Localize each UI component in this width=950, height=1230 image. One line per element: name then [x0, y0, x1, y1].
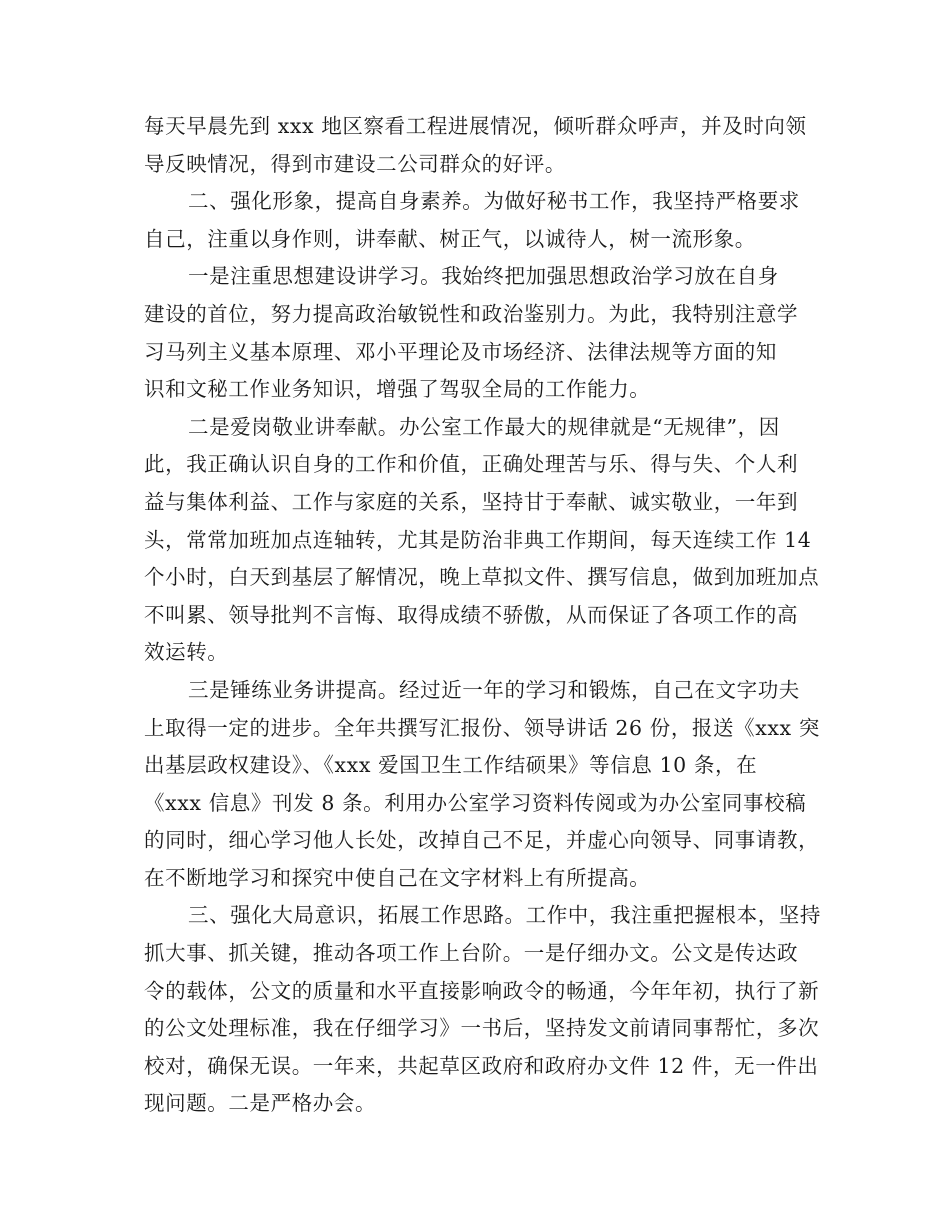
text-line: 此，我正确认识自身的工作和价值，正确处理苦与乐、得与失、个人利	[144, 452, 799, 477]
text-line: 三是锤练业务讲提高。经过近一年的学习和锻炼，自己在文字功夫	[188, 677, 800, 702]
text-line: 效运转。	[144, 640, 229, 665]
text-line: 不叫累、领导批判不言悔、取得成绩不骄傲，从而保证了各项工作的高	[144, 602, 799, 627]
text-line: 头，常常加班加点连轴转，尤其是防治非典工作期间，每天连续工作 14	[144, 527, 812, 552]
text-line: 自己，注重以身作则，讲奉献、树正气，以诚待人，树一流形象。	[144, 226, 756, 251]
text-line: 《xxx 信息》刊发 8 条。利用办公室学习资料传阅或为办公室同事校稿	[144, 790, 807, 815]
text-line: 令的载体，公文的质量和水平直接影响政令的畅通，今年年初，执行了新	[144, 978, 820, 1003]
text-line: 习马列主义基本原理、邓小平理论及市场经济、法律法规等方面的知	[144, 339, 777, 364]
text-line: 导反映情况，得到市建设二公司群众的好评。	[144, 151, 566, 176]
text-line: 上取得一定的进步。全年共撰写汇报份、领导讲话 26 份，报送《xxx 突	[144, 715, 820, 740]
text-line: 出基层政权建设》、《xxx 爱国卫生工作结硕果》等信息 10 条，在	[144, 753, 758, 778]
text-line: 每天早晨先到 xxx 地区察看工程进展情况，倾听群众呼声，并及时向领	[144, 114, 807, 138]
text-line: 二、强化形象，提高自身素养。为做好秘书工作，我坚持严格要求	[188, 189, 800, 214]
text-line: 抓大事、抓关键，推动各项工作上台阶。一是仔细办文。公文是传达政	[144, 941, 799, 966]
text-line: 三、强化大局意识，拓展工作思路。工作中，我注重把握根本，坚持	[188, 903, 821, 928]
text-line: 的同时，细心学习他人长处，改掉自己不足，并虚心向领导、同事请教，	[144, 828, 820, 853]
text-line: 校对，确保无误。一年来，共起草区政府和政府办文件 12 件，无一件出	[144, 1053, 819, 1078]
text-line: 识和文秘工作业务知识，增强了驾驭全局的工作能力。	[144, 377, 651, 402]
text-line: 在不断地学习和探究中使自己在文字材料上有所提高。	[144, 865, 651, 890]
text-line: 的公文处理标准，我在仔细学习》一书后，坚持发文前请同事帮忙，多次	[144, 1016, 820, 1041]
document-body	[144, 108, 821, 1123]
text-line: 一是注重思想建设讲学习。我始终把加强思想政治学习放在自身	[188, 264, 779, 289]
text-line: 个小时，白天到基层了解情况，晚上草拟文件、撰写信息，做到加班加点	[144, 565, 820, 590]
text-line: 建设的首位，努力提高政治敏锐性和政治鉴别力。为此，我特别注意学	[144, 301, 799, 326]
text-line: 益与集体利益、工作与家庭的关系，坚持甘于奉献、诚实敬业，一年到	[144, 489, 799, 514]
text-line: 二是爱岗敬业讲奉献。办公室工作最大的规律就是“无规律”，因	[188, 414, 780, 439]
text-line: 现问题。二是严格办会。	[144, 1091, 377, 1116]
